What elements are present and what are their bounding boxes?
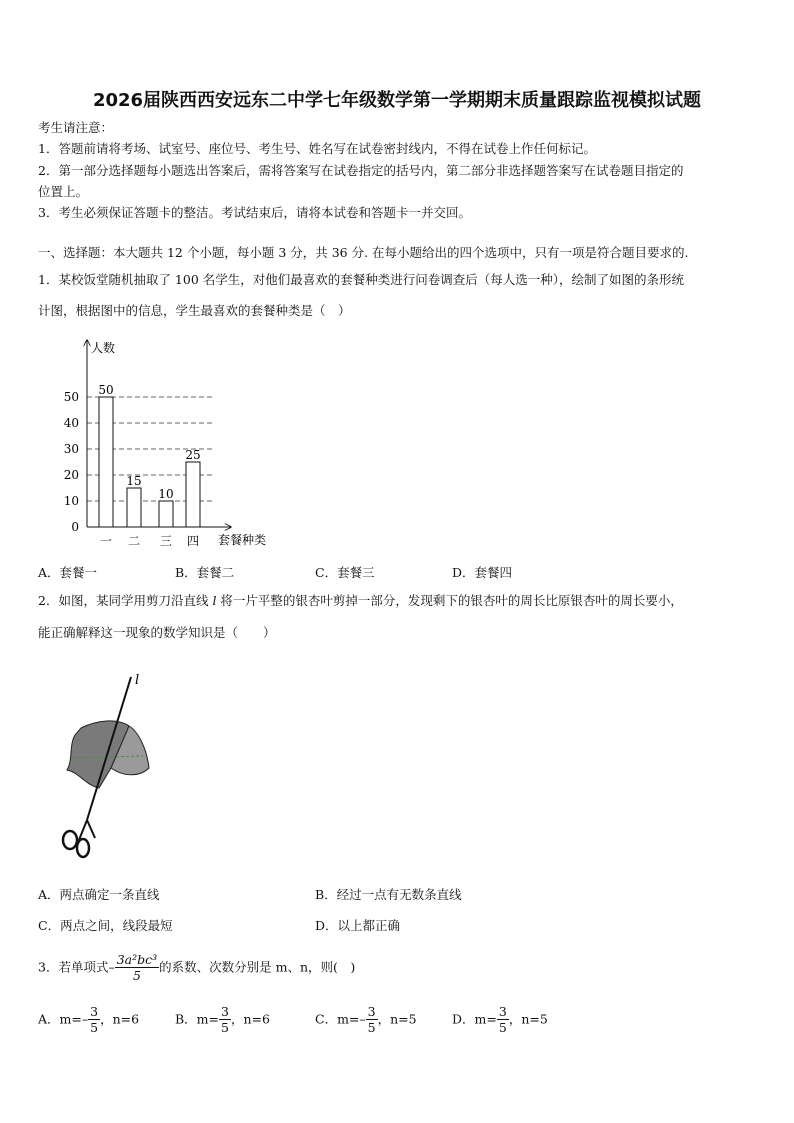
x-axis-label: 套餐种类	[218, 533, 267, 547]
q1-bar-chart	[55, 335, 295, 555]
bar-value-label-1: 50	[98, 383, 114, 397]
y-axis-label: 人数	[91, 341, 116, 355]
q2-option-b[interactable]: B．经过一点有无数条直线	[315, 887, 462, 902]
q3-option-d-fraction	[497, 1004, 509, 1035]
q3-option-b-suffix: ，n=6	[230, 1011, 270, 1027]
q3-fraction-numerator: 3a²bc³	[116, 952, 158, 967]
y-tick-label-20: 20	[63, 468, 79, 482]
notice-item-3: 3．考生必须保证答题卡的整洁。考试结束后，请将本试卷和答题卡一并交回。	[38, 205, 471, 220]
bar-4	[186, 462, 200, 527]
q2-option-c[interactable]: C．两点之间，线段最短	[38, 918, 173, 933]
x-tick-label-2: 二	[127, 534, 141, 548]
x-tick-label-4: 四	[186, 534, 200, 548]
q3-fraction-denominator: 5	[132, 968, 141, 983]
bar-2	[127, 488, 141, 527]
page-title: 2026届陕西西安远东二中学七年级数学第一学期期末质量跟踪监视模拟试题	[92, 90, 702, 111]
q3-option-d[interactable]	[452, 1004, 548, 1035]
q3-option-a[interactable]	[38, 1004, 139, 1035]
q3-option-a-prefix: A．m=–	[38, 1011, 89, 1027]
q1-stem-line1: 1．某校饭堂随机抽取了 100 名学生，对他们最喜欢的套餐种类进行问卷调查后（每人选一种），绘制了如图的条形统	[38, 272, 685, 287]
ginkgo-leaf-figure	[55, 670, 155, 860]
y-tick-label-0: 0	[71, 520, 79, 534]
q3-option-d-suffix: ，n=5	[508, 1011, 548, 1027]
denominator: 5	[367, 1020, 376, 1035]
scissors-handle-right	[77, 839, 89, 857]
q2-stem-part2: 将一片平整的银杏叶剪掉一部分，发现剩下的银杏叶的周长比原银杏叶的周长要小，	[216, 593, 683, 608]
denominator: 5	[90, 1020, 99, 1035]
q3-option-b-prefix: B．m=	[175, 1011, 220, 1027]
q2-line-variable: l	[212, 593, 217, 608]
y-tick-label-50: 50	[63, 390, 79, 404]
denominator: 5	[498, 1020, 507, 1035]
q3-option-c-fraction	[366, 1004, 378, 1035]
bar-value-label-4: 25	[185, 448, 201, 462]
q3-option-b-fraction	[219, 1004, 231, 1035]
bar-3	[159, 501, 173, 527]
notice-item-2-cont: 位置上。	[38, 184, 89, 199]
numerator: 3	[498, 1004, 507, 1019]
y-tick-label-30: 30	[63, 442, 79, 456]
x-tick-label-3: 三	[159, 534, 173, 548]
q3-monomial-fraction	[115, 952, 159, 983]
q2-stem-part1: 2．如图，某同学用剪刀沿直线	[38, 593, 213, 608]
bar-1	[99, 397, 113, 527]
notice-heading: 考生请注意：	[38, 120, 114, 135]
denominator: 5	[221, 1020, 229, 1035]
q1-option-b[interactable]: B．套餐二	[175, 565, 235, 580]
scissors-handle-left	[63, 831, 77, 849]
y-tick-label-40: 40	[63, 416, 79, 430]
numerator: 3	[221, 1004, 229, 1019]
q1-option-a[interactable]: A．套餐一	[38, 565, 98, 580]
q2-option-d[interactable]: D．以上都正确	[315, 918, 401, 933]
notice-item-1: 1．答题前请将考场、试室号、座位号、考生号、姓名写在试卷密封线内，不得在试卷上作任何标记。	[38, 141, 596, 156]
q3-option-a-suffix: ，n=6	[100, 1011, 140, 1027]
q3-stem-suffix: 的系数、次数分别是 m、n，则( )	[159, 959, 356, 975]
q3-option-c[interactable]	[315, 1004, 417, 1035]
q3-option-c-prefix: C．m=–	[315, 1011, 366, 1027]
bar-value-label-2: 15	[126, 474, 142, 488]
x-tick-label-1: 一	[99, 534, 113, 548]
q3-option-a-fraction	[88, 1004, 100, 1035]
line-l-label: l	[135, 673, 140, 688]
q3-option-d-prefix: D．m=	[452, 1011, 497, 1027]
q1-option-c[interactable]: C．套餐三	[315, 565, 375, 580]
notice-item-2: 2．第一部分选择题每小题选出答案后，需将答案写在试卷指定的括号内，第二部分非选择题答案写在试卷题目指定的	[38, 163, 684, 178]
q1-stem-line2: 计图，根据图中的信息，学生最喜欢的套餐种类是（ ）	[38, 303, 351, 318]
q3-option-b[interactable]	[175, 1004, 270, 1035]
q2-stem-line2: 能正确解释这一现象的数学知识是（ ）	[38, 625, 276, 640]
y-tick-label-10: 10	[63, 494, 79, 508]
q3-stem	[38, 952, 355, 983]
numerator: 3	[90, 1004, 99, 1019]
q3-option-c-suffix: ，n=5	[377, 1011, 417, 1027]
q3-stem-prefix: 3．若单项式–	[38, 959, 115, 975]
q1-option-d[interactable]: D．套餐四	[452, 565, 513, 580]
q2-stem-line1	[38, 593, 683, 609]
numerator: 3	[367, 1004, 376, 1019]
bar-value-label-3: 10	[158, 487, 174, 501]
q2-option-a[interactable]: A．两点确定一条直线	[38, 887, 160, 902]
section-heading: 一、选择题：本大题共 12 个小题，每小题 3 分，共 36 分. 在每小题给出的四个选项中，只有一项是符合题目要求的.	[38, 245, 689, 260]
